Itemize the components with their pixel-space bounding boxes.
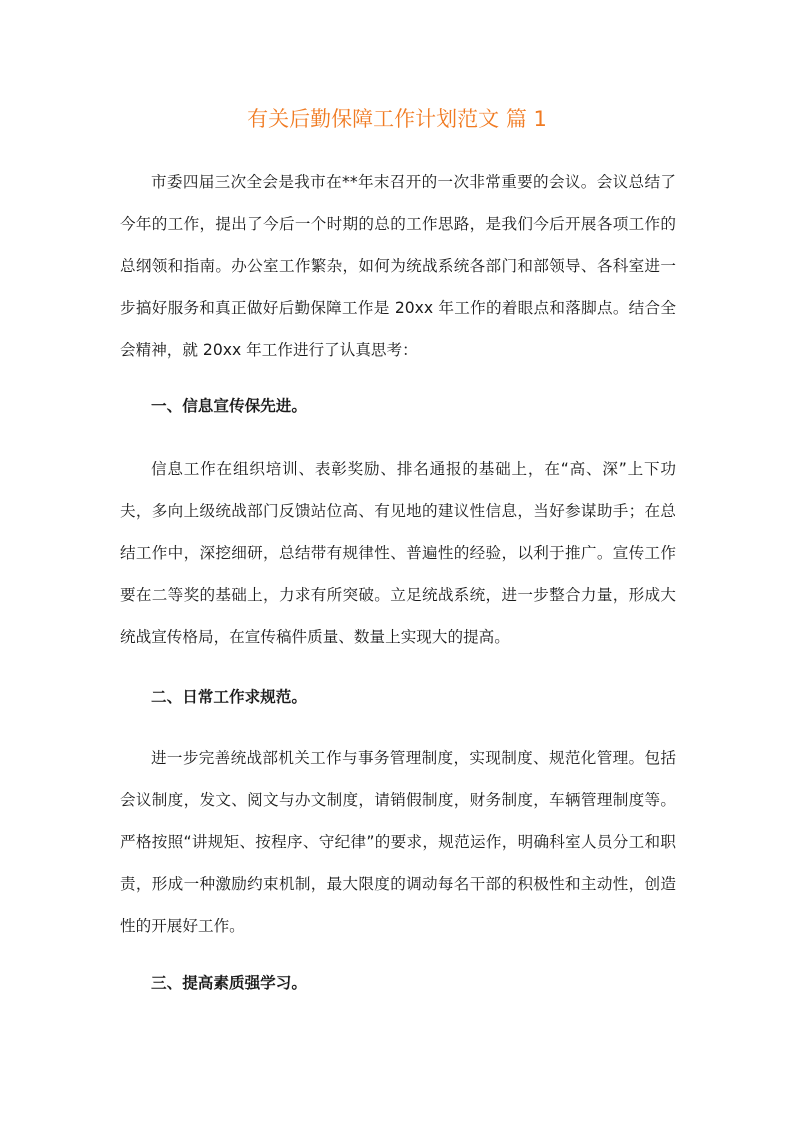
document-title: 有关后勤保障工作计划范文 篇 1	[247, 107, 547, 131]
intro-paragraph: 市委四届三次全会是我市在**年末召开的一次非常重要的会议。会议总结了今年的工作，提出了今后一个时期的总的工作思路，是我们今后开展各项工作的总纲领和指南。办公室工作繁杂，如何为统战系统各部门和部领导、各科室进一步搞好服务和真正做好后勤保障工作是 20xx 年工作的着眼点和落脚点。结合全会精神，就 20xx 年工作进行了认真思考：	[120, 173, 676, 359]
section-heading-3: 三、提高素质强学习。	[151, 974, 307, 992]
section-heading-1: 一、信息宣传保先进。	[151, 397, 307, 415]
section-body-2: 进一步完善统战部机关工作与事务管理制度，实现制度、规范化管理。包括会议制度，发文、阅文与办文制度，请销假制度，财务制度，车辆管理制度等。严格按照“讲规矩、按程序、守纪律”的要求，规范运作，明确科室人员分工和职责，形成一种激励约束机制，最大限度的调动每名干部的积极性和主动性，创造性的开展好工作。	[120, 749, 676, 935]
section-body-1: 信息工作在组织培训、表彰奖励、排名通报的基础上，在“高、深”上下功夫，多向上级统战部门反馈站位高、有见地的建议性信息，当好参谋助手；在总结工作中，深挖细研，总结带有规律性、普遍性的经验，以利于推广。宣传工作要在二等奖的基础上，力求有所突破。立足统战系统，进一步整合力量，形成大统战宣传格局，在宣传稿件质量、数量上实现大的提高。	[120, 460, 676, 646]
section-heading-2: 二、日常工作求规范。	[151, 688, 307, 706]
